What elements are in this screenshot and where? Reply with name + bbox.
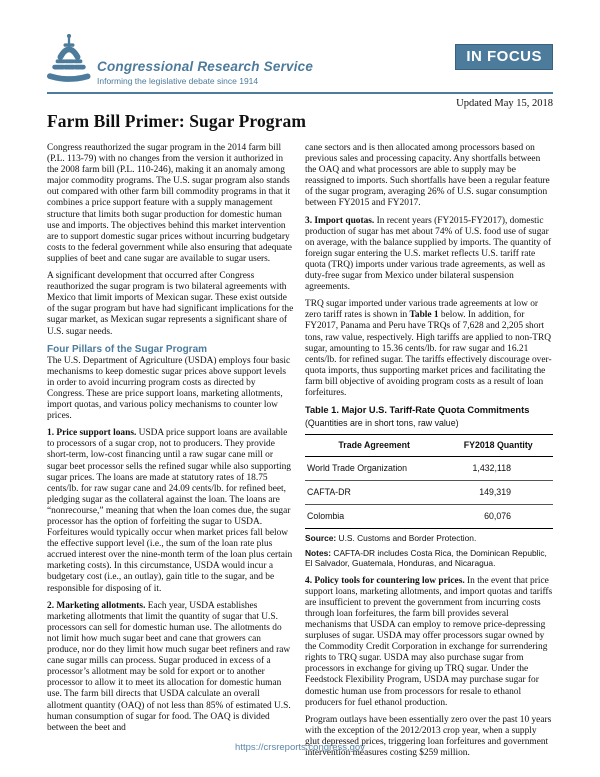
paragraph-price-support-loans [47,428,295,594]
updated-date: Updated May 15, 2018 [456,98,553,109]
cell-quantity: 60,076 [484,511,511,522]
table-row [305,480,553,504]
item3-lead: 3. Import quotas. [305,215,375,226]
body-columns [47,143,553,765]
item4-text: In the event that price support loans, marketing allotments, and import quotas and tariffs are insufficient to prevent the government from incurring costs through loan forfeitures, the farm bill provides several mechanisms that USDA can employ to remove price-depressing surpluses of sugar. USDA may offer processors sugar owned by the Commodity Credit Corporation in exchange for surrendering rights to TRQ sugar. USDA may also purchase sugar from processors in exchange for giving up TRQ sugar. Under the Feedstock Flexibility Program, USDA may purchase sugar for domestic human use from processors for resale to ethanol producers for fuel ethanol production. [305,575,553,708]
paragraph-policy-tools [305,576,553,709]
table-subtitle: (Quantities are in short tons, raw value) [305,417,459,428]
page-title: Farm Bill Primer: Sugar Program [47,111,307,131]
paragraph-mexico-agreements: A significant development that occurred after Congress reauthorized the sugar program is two bilateral agreements with Mexico that limit imports of Mexican sugar. These exist outside of the sugar program but have had significant implications for the sugar market, as Mexican sugar represents a significant share of U.S. sugar needs. [47,271,294,337]
logo-text [97,60,313,90]
column-header-fy2018-quantity: FY2018 Quantity [463,439,533,450]
logo-tagline: Informing the legislative debate since 1914 [97,76,259,86]
source-label: Source: [305,533,337,544]
paragraph-program-outlays: Program outlays have been essentially zero over the past 10 years with the exception of the 2012/2013 crop year, when a supply glut depressed prices, triggering loan forfeitures and government intervention measures costing $259 million. [305,714,552,759]
item1-lead: 1. Price support loans. [47,428,137,439]
table-row [305,505,553,529]
paragraph-import-quotas [305,216,553,294]
item2-text: Each year, USDA establishes marketing allotments that limit the quantity of sugar that U.S. processors can sell for domestic human use. The allotments do not limit how much sugar beet and cane that growers can produce, nor do they limit how much sugar beet refiners and raw cane sugar mills can process. Sugar produced in excess of a processor’s allotment may be sold for export or to another processor to allow it to meet its allocation for domestic human use. The farm bill directs that USDA calculate an overall allotment quantity (OAQ) of not less than 85% of estimated U.S. human consumption of sugar for food. The OAQ is divided between the beet and [47,600,291,733]
notes-label: Notes: [305,547,332,558]
paragraph-oaq-continued: cane sectors and is then allocated among processors based on previous sales and processing capacity. Any shortfalls between the OAQ and what processors are able to supply may be reassigned to imports. Such shortfalls have been a regular feature of the sugar program, averaging 26% of U.S. sugar consumption between FY2015 and FY2017. [305,143,550,209]
paragraph-marketing-allotments [47,601,295,734]
table-1-block [305,405,553,569]
cell-quantity: 1,432,118 [472,462,511,473]
item3-text: In recent years (FY2015-FY2017), domestic production of sugar has met about 74% of U.S. food use of sugar on average, with the balance supplied by imports. The quantity of foreign sugar entering the U.S. market reflects U.S. tariff rate quota (TRQ) imports under various trade agreements, as well as duty-free sugar from Mexico under bilateral suspension agreements. [305,215,552,293]
header-divider [47,92,553,94]
table-notes [305,548,553,569]
cell-agreement: CAFTA-DR [307,486,351,497]
logo-title: Congressional Research Service [97,59,314,75]
left-column [47,143,295,765]
notes-text: CAFTA-DR includes Costa Rica, the Dominican Republic, El Salvador, Guatemala, Honduras, and Nicaragua. [305,547,547,569]
trq-table-ref: Table 1 [409,310,439,321]
paragraph-intro: Congress reauthorized the sugar program in the 2014 farm bill (P.L. 113-79) with no changes from the version it authorized in the 2008 farm bill (P.L. 110-246), making it an anomaly among major commodity programs. The U.S. sugar program also stands out compared with other farm bill commodity programs in that it combines a price support feature with a supply management structure that limits both sugar production for domestic human use and imports. The objectives behind this market intervention are to support domestic sugar prices without incurring budgetary costs to the federal government while also ensuring that adequate supplies of beet and cane sugar are available to sugar users. [47,143,292,264]
column-header-trade-agreement: Trade Agreement [338,439,410,450]
table-header-row [305,434,553,456]
item4-lead: 4. Policy tools for countering low prices. [305,575,465,586]
header [47,30,553,90]
trq-post: below. In addition, for FY2017, Panama and Peru have TRQs of 7,628 and 2,205 short tons, raw value, respectively. High tariffs are applied to non-TRQ sugar, amounting to 15.36 cents/lb. for raw sugar and 16.21 cents/lb. for refined sugar. The tariffs effectively discourage over-quota imports, thus supporting market prices and facilitating the farm bill objective of avoiding program costs as a result of loan forfeitures. [305,310,552,398]
trq-pre: TRQ sugar imported under various trade agreements at low or zero tariff rates is shown in [305,299,539,321]
table-row [305,456,553,480]
table-title: Table 1. Major U.S. Tariff-Rate Quota Commitments [305,405,530,416]
capitol-dome-icon [47,31,91,90]
table-source [305,533,553,544]
item1-text: USDA price support loans are available to processors of a sugar crop, not to producers. They provide short-term, low-cost financing until a raw sugar cane mill or sugar beet processor sells the refined sugar while also supporting sugar prices. The loans are made at statutory rates of 18.75 cents/lb. for raw sugar cane and 24.09 cents/lb. for refined beet, pledging sugar as the collateral against the loan. The loans are “nonrecourse,” meaning that when the loan comes due, the sugar processor has the option of forfeiting the sugar to USDA. Forfeitures would typically occur when market prices fall below the effective support level (i.e., the sum of the loan rate plus accrued interest over the nine-month term of the loan plus certain marketing costs). In this circumstance, USDA would incur a budgetary cost (i.e., an outlay), gain title to the sugar, and be responsible for disposing of it. [47,428,293,594]
cell-agreement: Colombia [307,511,345,522]
tariff-rate-quota-table [305,434,553,529]
in-focus-badge: IN FOCUS [455,44,553,70]
crs-reports-link[interactable]: https://crsreports.congress.gov [235,742,365,753]
cell-agreement: World Trade Organization [307,462,408,473]
crs-logo [47,31,313,90]
section-heading-four-pillars: Four Pillars of the Sugar Program [47,343,208,355]
cell-quantity: 149,319 [479,486,511,497]
paragraph-four-pillars: The U.S. Department of Agriculture (USDA) employs four basic mechanisms to keep domestic sugar prices above support levels in order to avoid incurring program costs as directed by Congress. These are price support loans, marketing allotments, import quotas, and various policy mechanisms to counter low prices. [47,355,291,422]
page-footer [0,737,600,755]
source-text: U.S. Customs and Border Protection. [336,533,477,544]
item2-lead: 2. Marketing allotments. [47,600,146,611]
paragraph-trq [305,299,553,399]
right-column [305,143,553,765]
